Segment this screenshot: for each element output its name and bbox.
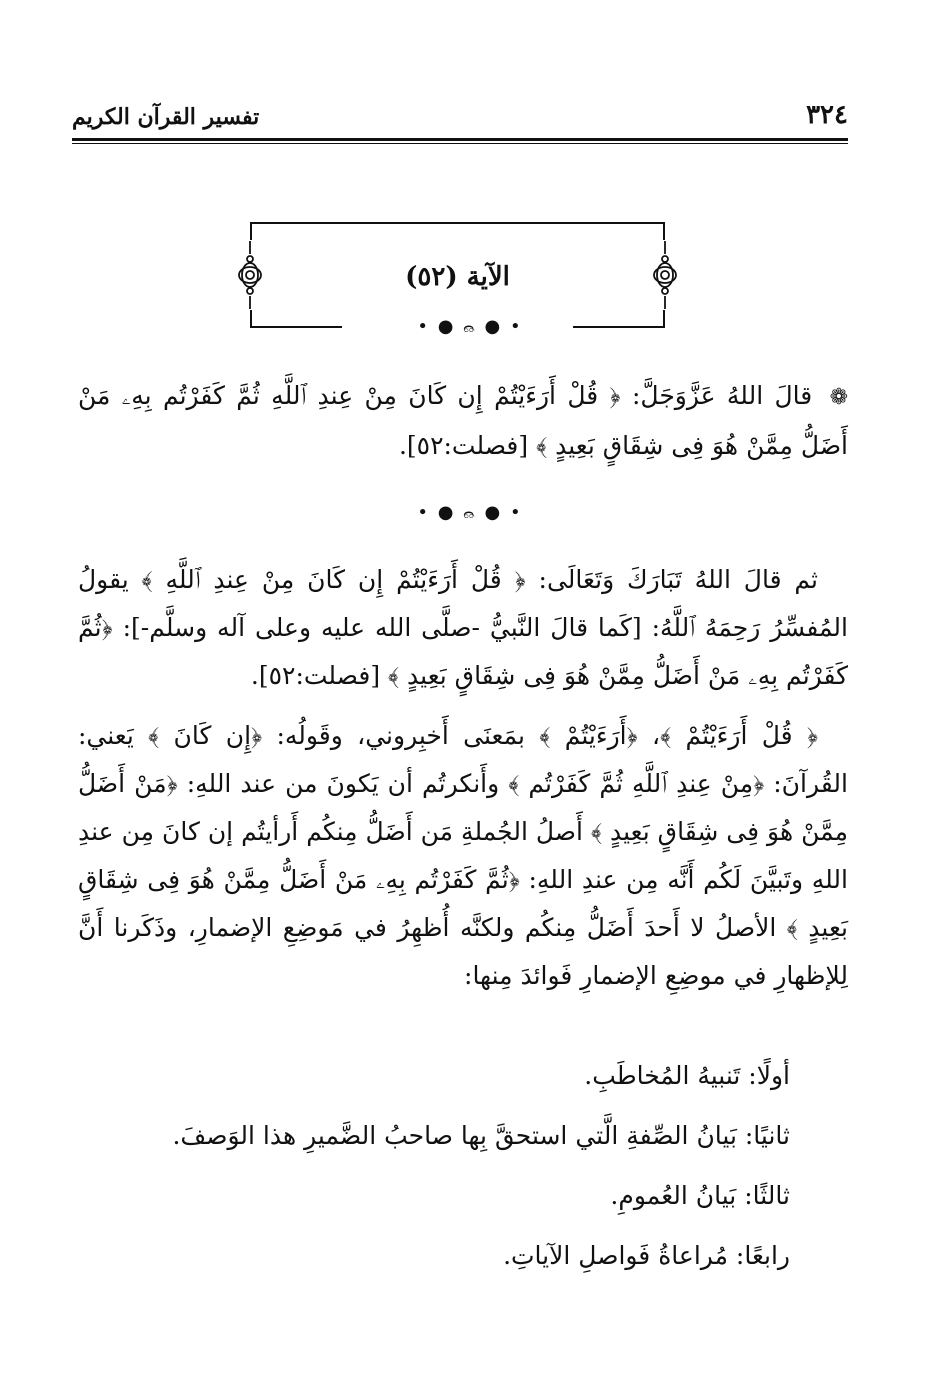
ornamental-divider: • ● ෬ ● • [417, 316, 523, 337]
page-number: ٣٢٤ [806, 100, 848, 130]
rosette-marker-icon: ❁ [829, 385, 848, 410]
list-item: ثالثًا: بَيانُ العُمومِ. [610, 1181, 790, 1210]
commentary-body [78, 556, 848, 1000]
header-rule [72, 138, 848, 144]
quoted-verse-paragraph [78, 372, 848, 470]
book-title: تفسير القرآن الكريم [72, 104, 260, 130]
list-item: رابعًا: مُراعاةُ فَواصلِ الآياتِ. [503, 1241, 790, 1270]
frame-top-bracket [250, 222, 665, 240]
verse-heading-title: الآية (٥٢) [405, 262, 510, 292]
quoted-verse-text: قالَ اللهُ عَزَّوَجَلَّ: ﴿ قُلْ أَرَءَيْتُمْ إِن كَانَ مِنْ عِندِ ٱللَّهِ ثُمَّ كَفَرْتُم بِهِۦ مَنْ أَضَلُّ مِمَّنْ هُوَ فِى شِقَاقٍ بَعِيدٍ ﴾ [فصلت:٥٢]. [78, 381, 848, 460]
commentary-paragraph-2: ﴿ قُلْ أَرَءَيْتُمْ ﴾، ﴿أَرَءَيْتُمْ ﴾ بمَعنَى أَخبِروني، وقَولُه: ﴿إِن كَانَ ﴾ يَعني: القُرآنَ: ﴿مِنْ عِندِ ٱللَّهِ ثُمَّ كَفَرْتُم ﴾ وأَنكرتُم أن يَكونَ من عند اللهِ: ﴿مَنْ أَضَلُّ مِمَّنْ هُوَ فِى شِقَاقٍ بَعِيدٍ ﴾ أَصلُ الجُملةِ مَن أَضَلُّ مِنكُم أَرأيتُم إن كانَ مِن عندِ اللهِ وتَبيَّنَ لَكُم أَنَّه مِن عندِ اللهِ: ﴿ثُمَّ كَفَرْتُم بِهِۦ مَنْ أَضَلُّ مِمَّنْ هُوَ فِى شِقَاقٍ بَعِيدٍ ﴾ الأصلُ لا أَحدَ أَضَلُّ مِنكُم ولكنَّه أُظهِرُ في مَوضِعِ الإضمارِ، وذَكَرنا أَنَّ لِلإظهارِ في موضِعِ الإضمارِ فَوائدَ مِنها: [78, 721, 848, 990]
page-header [72, 100, 848, 136]
verse-heading-frame [250, 222, 665, 328]
list-item: ثانيًا: بَيانُ الصِّفةِ الَّتي استحقَّ بِها صاحبُ الضَّميرِ هذا الوَصفَ. [172, 1121, 790, 1150]
list-item: أولًا: تَنبيهُ المُخاطَبِ. [584, 1061, 790, 1090]
ornamental-divider: • ● ෬ ● • [417, 502, 523, 523]
commentary-paragraph-1: ثم قالَ اللهُ تَبَارَكَ وَتَعَالَى: ﴿ قُلْ أَرَءَيْتُمْ إِن كَانَ مِنْ عِندِ ٱللَّهِ ﴾ يقولُ المُفسِّرُ رَحِمَهُ ٱللَّهُ: [كَما قالَ النَّبيُّ -صلَّى الله عليه وعلى آله وسلَّم-]: ﴿ثُمَّ كَفَرْتُم بِهِۦ مَنْ أَضَلُّ مِمَّنْ هُوَ فِى شِقَاقٍ بَعِيدٍ ﴾ [فصلت:٥٢]. [78, 565, 848, 690]
